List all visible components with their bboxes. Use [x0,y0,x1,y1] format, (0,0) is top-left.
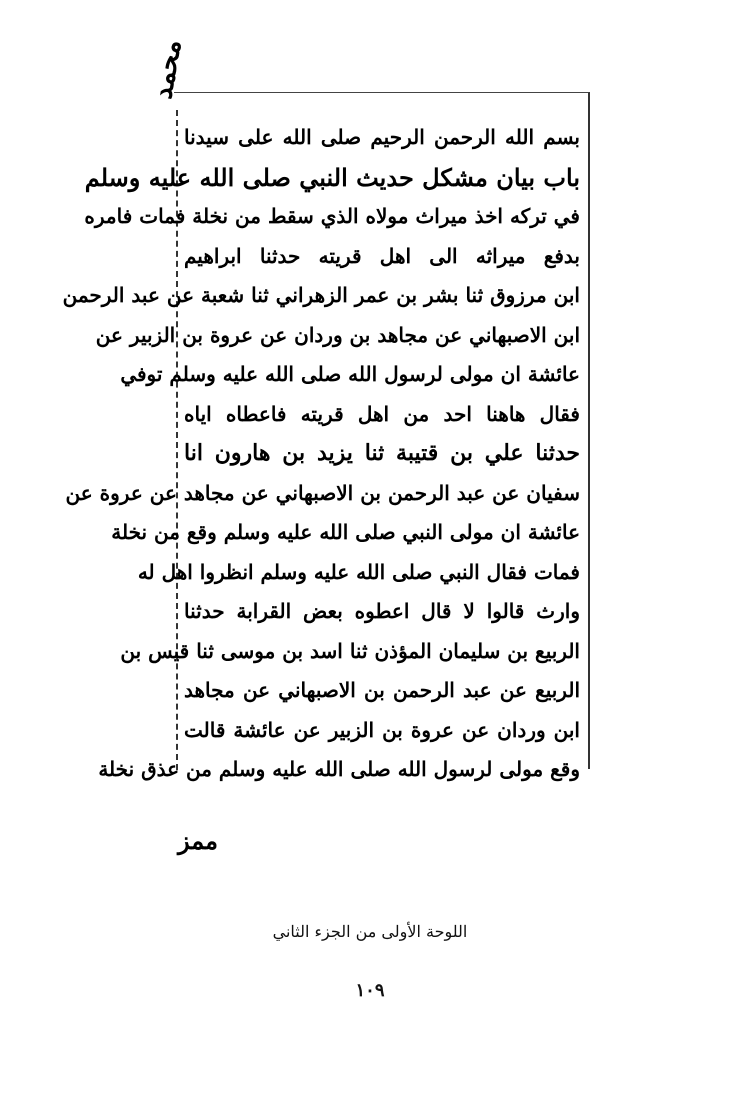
corner-note: محمد [148,37,188,102]
manuscript-line: سفيان عن عبد الرحمن بن الاصبهاني عن مجاهد عن عروة عن [65,480,580,505]
manuscript-line: فقال هاهنا احد من اهل قريته فاعطاه اياه [184,401,580,426]
manuscript-line: ابن وردان عن عروة بن الزبير عن عائشة قالت [184,717,580,742]
manuscript-text-block [62,118,580,790]
page-number: ١٠٩ [355,980,385,1001]
manuscript-line: في تركه اخذ ميراث مولاه الذي سقط من نخلة فمات فامره [84,204,580,228]
manuscript-line: الربيع عن عبد الرحمن بن الاصبهاني عن مجاهد [184,678,580,702]
manuscript-line: حدثنا علي بن قتيبة ثنا يزيد بن هارون انا [184,440,580,466]
manuscript-line: ابن الاصبهاني عن مجاهد بن وردان عن عروة بن الزبير عن [95,322,580,347]
margin-note: ممز [178,826,218,855]
manuscript-line: فمات فقال النبي صلى الله عليه وسلم انظروا اهل له [137,559,580,584]
manuscript-line: وقع مولى لرسول الله صلى الله عليه وسلم من عذق نخلة [98,757,580,781]
manuscript-line: الربيع بن سليمان المؤذن ثنا اسد بن موسى ثنا قيس بن [120,638,580,663]
manuscript-line: عائشة ان مولى النبي صلى الله عليه وسلم وقع من نخلة [111,520,580,544]
manuscript-line: عائشة ان مولى لرسول الله صلى الله عليه وسلم توفي [120,362,580,386]
manuscript-line: باب بيان مشكل حديث النبي صلى الله عليه وسلم [84,162,580,192]
manuscript-line: بدفع ميراثه الى اهل قريته حدثنا ابراهيم [184,243,580,268]
manuscript-line: وارث قالوا لا قال اعطوه بعض القرابة حدثنا [184,599,580,623]
manuscript-line: بسم الله الرحمن الرحيم صلى الله على سيدنا [184,125,580,149]
manuscript-line: ابن مرزوق ثنا بشر بن عمر الزهراني ثنا شعبة عن عبد الرحمن [62,283,580,307]
plate-caption: اللوحة الأولى من الجزء الثاني [272,922,468,941]
